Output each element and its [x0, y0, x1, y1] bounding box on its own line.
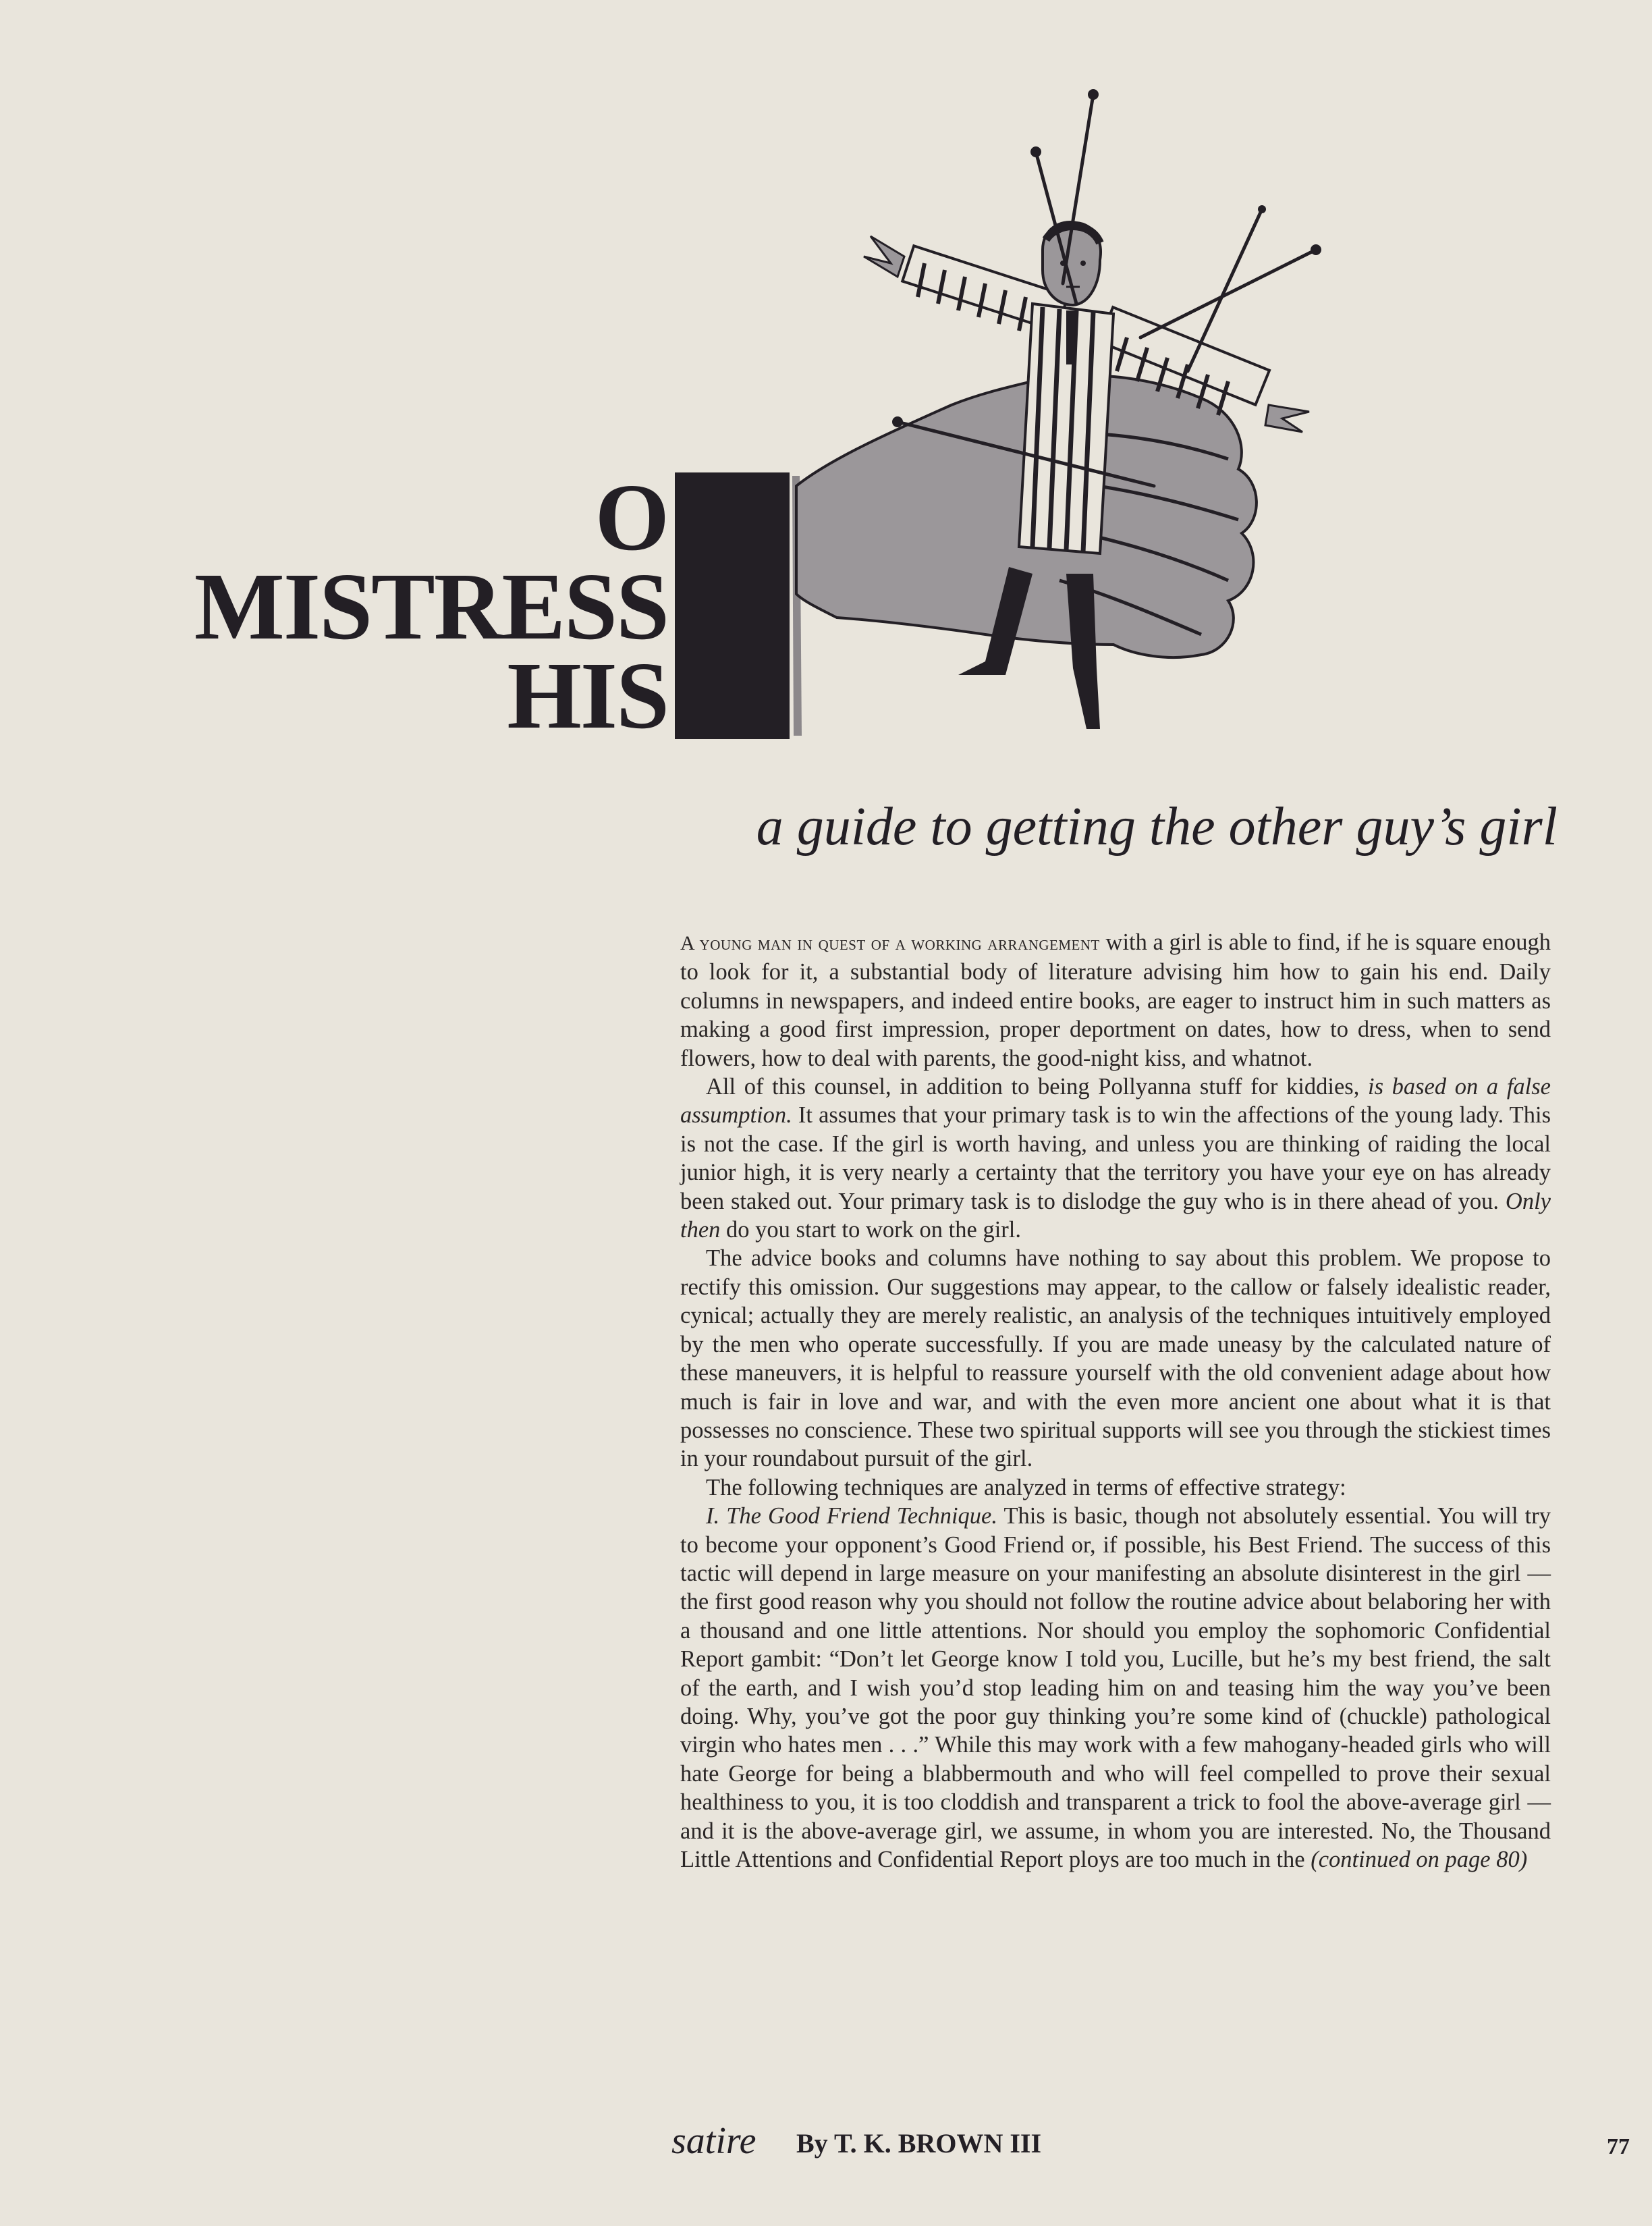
paragraph-2-text-c: do you start to work on the girl.: [720, 1217, 1021, 1243]
lead-in: A young man in quest of a working arrangement: [680, 932, 1100, 954]
page-footer: [671, 2119, 1630, 2160]
article-body: [680, 928, 1551, 1874]
page-number: 77: [1607, 2134, 1630, 2159]
title-line-2: MISTRESS: [194, 553, 668, 659]
paragraph-2-text-a: All of this counsel, in addition to being Pollyanna stuff for kiddies,: [706, 1074, 1368, 1100]
paragraph-4: The following techniques are analyzed in terms of effective strategy:: [706, 1474, 1346, 1500]
sleeve-cuff: [675, 472, 790, 739]
department-label: satire: [671, 2120, 756, 2162]
technique-heading: I. The Good Friend Technique.: [706, 1503, 997, 1529]
paragraph-2-text-b: It assumes that your primary task is to win the affections of the young lady. This is not the case. If the girl is worth having, and unless you are thinking of raiding the local junior high, it is very nearly a certainty that the territory you have your eye on has already been staked out. Your primary task is to dislodge the guy who is in there ahead of you.: [680, 1102, 1551, 1214]
title-line-3: HIS: [507, 642, 668, 749]
continued-link[interactable]: (continued on page 80): [1311, 1847, 1528, 1872]
voodoo-doll-in-fist-icon: [668, 81, 1424, 749]
byline: By T. K. BROWN III: [796, 2128, 1042, 2159]
article-subtitle: a guide to getting the other guy’s girl: [756, 797, 1558, 857]
paragraph-3: The advice books and columns have nothing to say about this problem. We propose to rectify this omission. Our suggestions may appear, to the callow or falsely idealistic reader, cynical; actually they are merely realistic, an analysis of the techniques intuitively employed by the men who operate successfully. If you are made uneasy by the calculated nature of these maneuvers, it is helpful to reassure yourself with the old convenient adage about how much is fair in love and war, and with the even more ancient one about what it is that possesses no conscience. These two spiritual supports will see you through the stickiest times in your roundabout pursuit of the girl.: [680, 1245, 1551, 1472]
paragraph-1: [680, 928, 1551, 1073]
paragraph-1-text: with a girl is able to find, if he is square enough to look for it, a substantial body of literature advising him how to gain his end. Daily columns in newspapers, and indeed entire books, are eager to instruct him in such matters as making a good first impression, proper deportment on dates, how to dress, when to send flowers, how to deal with parents, the good-night kiss, and whatnot.: [680, 929, 1551, 1071]
paragraph-5: [680, 1502, 1551, 1874]
title-line-1: O: [595, 464, 668, 570]
paragraph-5-text: This is basic, though not absolutely essential. You will try to become your opponent’s Good Friend or, if possible, his Best Friend. The success of this tactic will depend in large measure on your manifesting an absolute disinterest in the girl — the first good reason why you should not follow the routine advice about belaboring her with a thousand and one little attentions. Nor should you employ the sophomoric Confidential Report gambit: “Don’t let George know I told you, Lucille, but he’s my best friend, the salt of the earth, and I wish you’d stop leading him on and teasing him the way you’ve been doing. Why, you’ve got the poor guy thinking you’re some kind of (chuckle) pathological virgin who hates men . . .” While this may work with a few mahogany-headed girls who will hate George for being a blabbermouth and who will feel compelled to prove their sexual healthiness to you, it is too cloddish and transparent a trick to fool the above-average girl — and it is the above-average girl, we assume, in whom you are interested. No, the Thousand Little Attentions and Confidential Report ploys are too much in the: [680, 1503, 1551, 1872]
paragraph-2-emphasis-2: Only then: [680, 1188, 1551, 1243]
article-title: [155, 464, 668, 749]
paragraph-2-emphasis-1: is based on a false assumption.: [680, 1074, 1551, 1129]
paragraph-2: [680, 1073, 1551, 1244]
